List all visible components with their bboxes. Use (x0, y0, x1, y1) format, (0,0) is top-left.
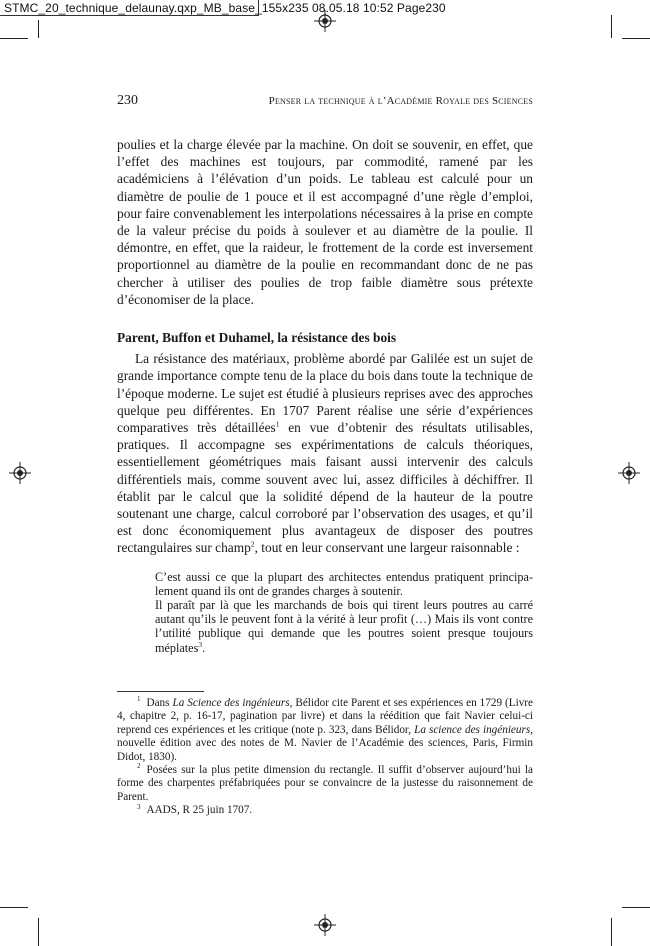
footnote-ref-2: 2 (250, 540, 255, 549)
paragraph-2-part-a: La résistance des matériaux, problème abordé par Galilée est un sujet de grande importance compte tenu de la place du bois dans toute la technique de l’époque moderne. Le sujet est étudié à plusieurs reprises avec des approches quelque peu différentes. En 1707 Parent réalise une série d’expériences comparatives très détaillées (117, 351, 533, 436)
page-number: 230 (117, 93, 138, 108)
footnote-1-text-a: Dans (146, 697, 173, 709)
quote-line-2-text: Il paraît par là que les marchands de bois qui tirent leurs poutres au carré autant qu’ils le peuvent font à la vérité à leur profit (…) Mais ils vont contre l’utilité publique qui demande que les poutres soient presque toujours méplates (155, 598, 533, 655)
footnote-2 (117, 764, 533, 804)
paragraph-2-part-c: , tout en leur conservant une largeur raisonnable : (254, 540, 520, 556)
footnote-1-title-1: La Science des ingénieurs, (172, 697, 293, 709)
printer-slug: STMC_20_technique_delaunay.qxp_MB_base_155x235 08.05.18 10:52 Page230 (4, 1, 446, 15)
footnote-1-text-b: Bélidor cite Parent et ses expériences en 1729 (Livre 4, chapitre 2, p. 16-17, pagination par livre) et dans la réédition que fait Navier celui-ci reprend ces expériences et les critique (note p. 323, dans Bélidor, (117, 697, 533, 736)
registration-mark-top-icon (314, 10, 336, 32)
crop-mark-top-right-v (611, 15, 612, 38)
running-title: Penser la technique à l’Académie Royale des Sciences (268, 95, 533, 107)
paragraph-1: poulies et la charge élevée par la machine. On doit se souvenir, en effet, que l’effet des machines est toujours, par commodité, ramené par les académiciens à l’élévation d’un poids. Le tableau est calculé pour un diamètre de poulie de 1 pouce et il est accompagné d’une règle d’emploi, pour faire convenablement les interpolations nécessaires à la prise en compte de la valeur précise du poids à soulever et au diamètre de la poulie. Il démontre, en effet, que la raideur, le frottement de la corde est inversement proportionnel au diamètre de la poulie en recommandant donc de ne pas chercher à utiliser des poulies de trop faible diamètre sous prétexte d’économiser de la place. (117, 137, 533, 307)
footnote-1-mark: 1 (137, 695, 141, 704)
footnote-2-text: Posées sur la plus petite dimension du rectangle. Il suffit d’observer aujourd’hui la forme des charpentes préfabriquées pour se convaincre de la justesse du raisonnement de Parent. (117, 764, 533, 803)
footnote-1-text-c: nouvelle édition avec des notes de M. Navier de l’Académie des sciences, Paris, Firmin Didot, 1830). (117, 737, 533, 763)
footnote-3-text: AADS, R 25 juin 1707. (146, 804, 253, 817)
crop-mark-bottom-left-v (38, 918, 39, 946)
footnote-ref-3: 3 (198, 639, 203, 649)
footnote-ref-1: 1 (275, 419, 280, 429)
registration-mark-right-icon (618, 462, 640, 484)
quote-line-2 (155, 598, 533, 655)
footnote-rule (117, 691, 204, 692)
footnote-3 (117, 804, 533, 817)
quote-end: . (202, 640, 206, 655)
footnote-1 (117, 697, 533, 764)
footnote-3-mark: 3 (137, 802, 141, 811)
paragraph-2 (117, 350, 533, 556)
quote-line-1: C’est aussi ce que la plupart des architectes entendus pratiquent principalement quand ils ont de grandes charges à soutenir. (155, 569, 533, 598)
crop-mark-top-right-h (622, 38, 650, 39)
block-quote (155, 570, 533, 655)
registration-mark-bottom-icon (314, 914, 336, 936)
crop-mark-bottom-right-v (611, 918, 612, 946)
main-text (117, 136, 533, 655)
crop-mark-top-left-h (0, 38, 28, 39)
running-head (117, 93, 533, 111)
paragraph-2-part-b: en vue d’obtenir des résultats utilisables, pratiques. Il accompagne ses expérimentations de calculs théoriques, essentiellement géométriques mais faisant aussi intervenir des calculs différentiels mais, comme souvent avec lui, assez difficiles à déchiffrer. Il établit par le calcul que la solidité dépend de la hauteur de la poutre soutenant une charge, calcul corroboré par l’observation des usages, et qu’il est donc économiquement plus avantageux de disposer des poutres rectangulaires sur champ (117, 420, 533, 556)
section-heading: Parent, Buffon et Duhamel, la résistance des bois (117, 330, 397, 346)
crop-mark-bottom-right-h (622, 907, 650, 908)
crop-mark-top-left-v (38, 20, 39, 38)
footnote-2-mark: 2 (137, 762, 141, 771)
footnotes (117, 697, 533, 818)
footnote-1-title-2: La science des ingénieurs, (414, 723, 533, 736)
registration-mark-left-icon (9, 462, 31, 484)
crop-mark-bottom-left-h (0, 907, 28, 908)
